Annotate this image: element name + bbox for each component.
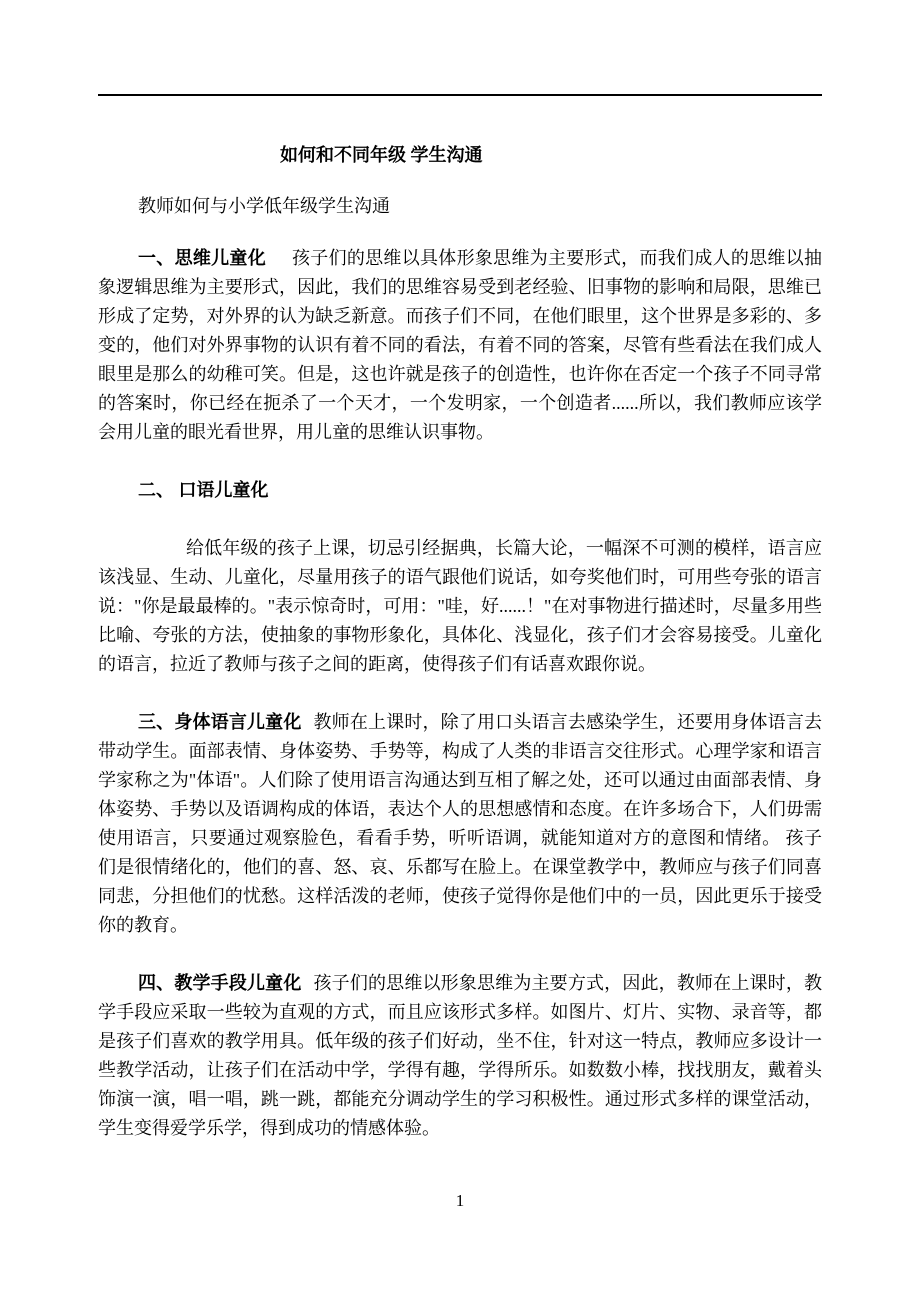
- header-rule: [98, 94, 822, 96]
- section-heading: 二、 口语儿童化: [138, 480, 269, 500]
- section-heading: 一、思维儿童化: [138, 248, 266, 268]
- section-heading-line: [98, 476, 822, 505]
- section-heading: 三、身体语言儿童化: [138, 712, 302, 732]
- section-paragraph: [98, 969, 822, 1143]
- section-body: 教师在上课时，除了用口头语言去感染学生，还要用身体语言去带动学生。面部表情、身体姿势、手势等，构成了人类的非语言交往形式。心理学家和语言学家称之为"体语"。人们除了使用语言沟通达到互相了解之处，还可以通过由面部表情、身体姿势、手势以及语调构成的体语，表达个人的思想感情和态度。在许多场合下，人们毋需使用语言，只要通过观察脸色，看看手势，听听语调，就能知道对方的意图和情绪。 孩子们是很情绪化的，他们的喜、怒、哀、乐都写在脸上。在课堂教学中，教师应与孩子们同喜同悲，分担他们的忧愁。这样活泼的老师，使孩子觉得你是他们中的一员，因此更乐于接受你的教育。: [98, 712, 822, 935]
- page-number: 1: [455, 1191, 465, 1210]
- section-body: 孩子们的思维以具体形象思维为主要形式，而我们成人的思维以抽象逻辑思维为主要形式，因此，我们的思维容易受到老经验、旧事物的影响和局限，思维已形成了定势，对外界的认为缺乏新意。而孩子们不同，在他们眼里，这个世界是多彩的、多变的，他们对外界事物的认识有着不同的看法，有着不同的答案，尽管有些看法在我们成人眼里是那么的幼稚可笑。但是，这也许就是孩子的创造性，也许你在否定一个孩子不同寻常的答案时，你已经在扼杀了一个天才，一个发明家，一个创造者......所以，我们教师应该学会用儿童的眼光看世界，用儿童的思维认识事物。: [98, 248, 822, 442]
- section-body: 给低年级的孩子上课，切忌引经据典，长篇大论，一幅深不可测的模样，语言应该浅显、生动、儿童化，尽量用孩子的语气跟他们说话，如夸奖他们时，可用些夸张的语言说："你是最最棒的。"表示惊奇时，可用："哇，好......！"在对事物进行描述时，尽量多用些比喻、夸张的方法，使抽象的事物形象化，具体化、浅显化，孩子们才会容易接受。儿童化的语言，拉近了教师与孩子之间的距离，使得孩子们有话喜欢跟你说。: [98, 538, 822, 674]
- section-paragraph: [98, 244, 822, 447]
- section-paragraph: [98, 534, 822, 679]
- document-subtitle: 教师如何与小学低年级学生沟通: [138, 196, 390, 216]
- section-heading: 四、教学手段儿童化: [138, 973, 302, 993]
- section-body: 孩子们的思维以形象思维为主要方式，因此，教师在上课时，教学手段应采取一些较为直观的方式，而且应该形式多样。如图片、灯片、实物、录音等，都是孩子们喜欢的教学用具。低年级的孩子们好动，坐不住，针对这一特点，教师应多设计一些教学活动，让孩子们在活动中学，学得有趣，学得所乐。如数数小棒，找找朋友，戴着头饰演一演，唱一唱，跳一跳，都能充分调动学生的学习积极性。通过形式多样的课堂活动，学生变得爱学乐学，得到成功的情感体验。: [98, 973, 822, 1138]
- section-paragraph: [98, 708, 822, 940]
- document-title: 如何和不同年级 学生沟通: [280, 145, 483, 165]
